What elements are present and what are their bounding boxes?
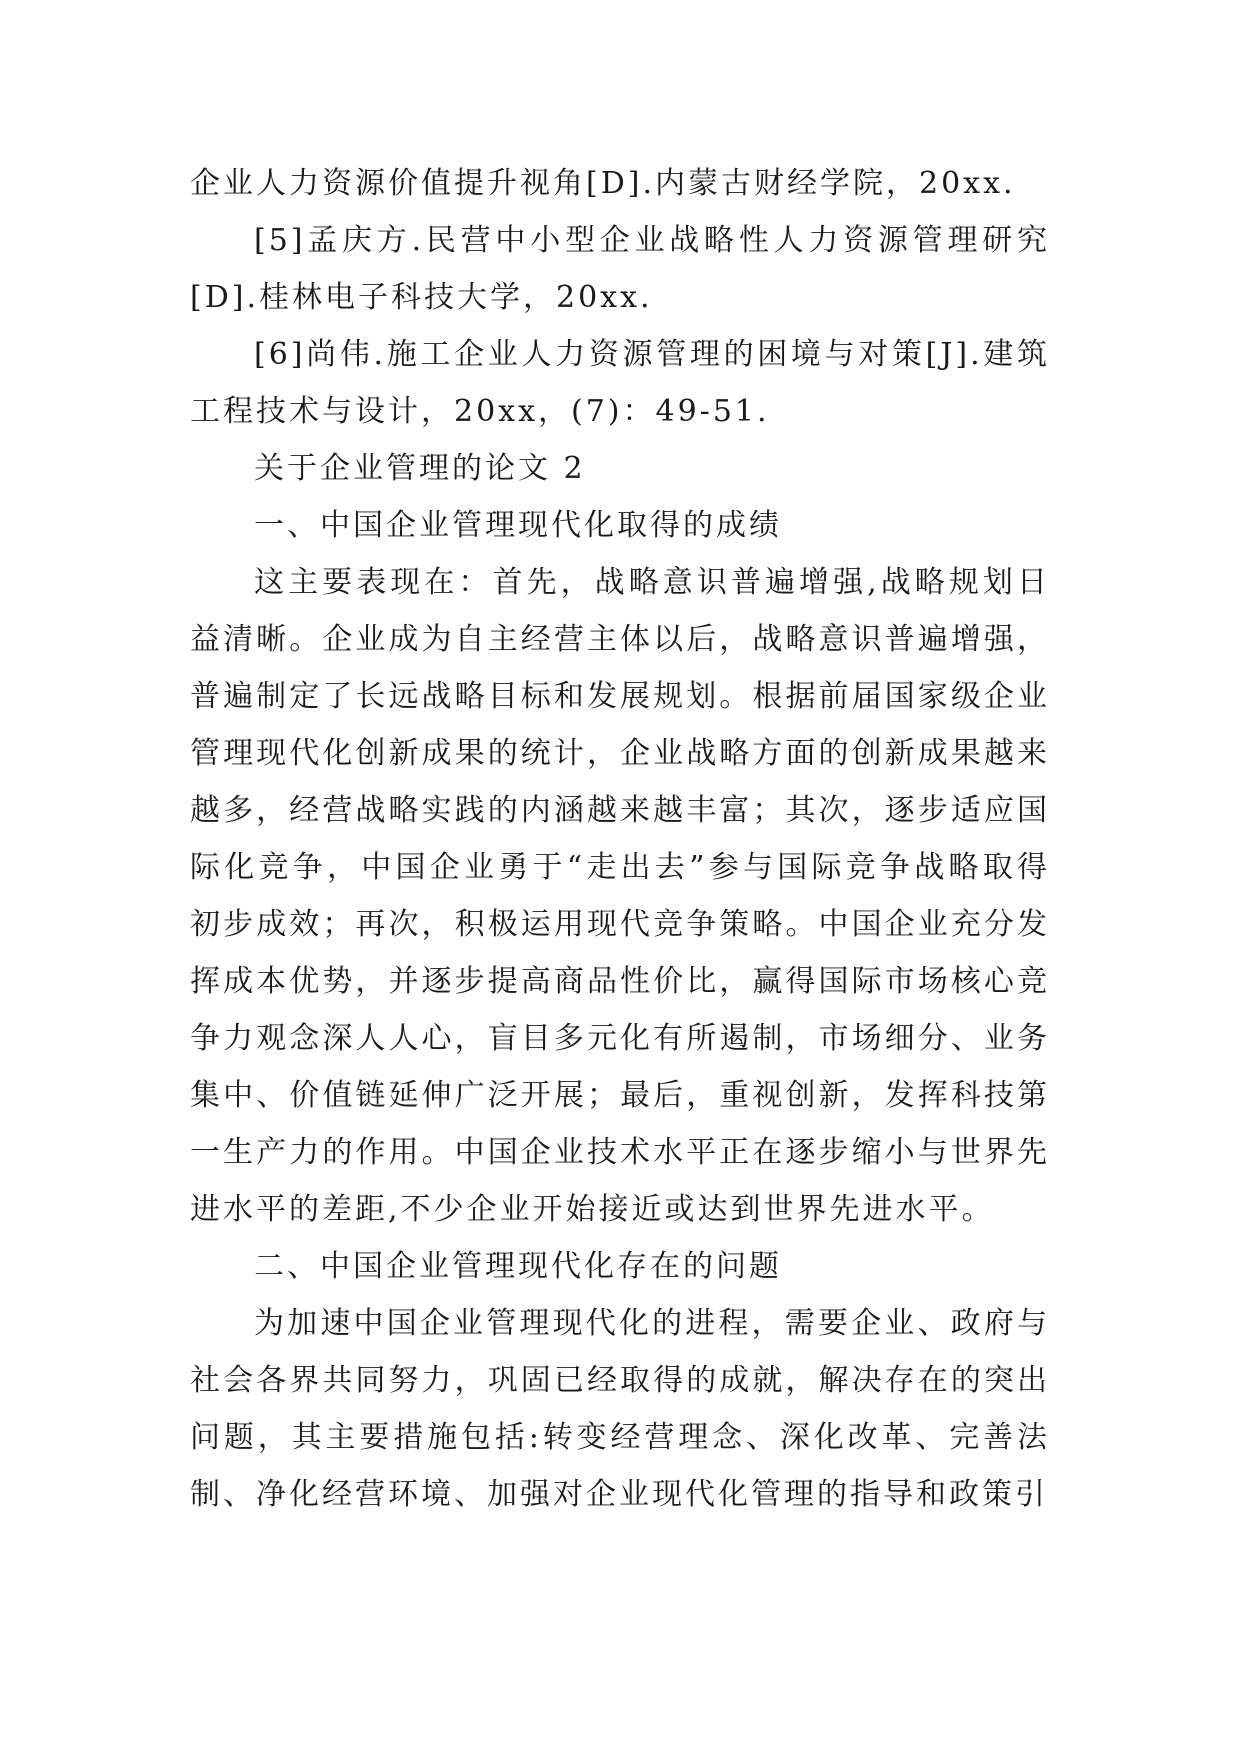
document-body — [190, 155, 1050, 1523]
reference-5: [5]孟庆方.民营中小型企业战略性人力资源管理研究[D].桂林电子科技大学，20xx. — [190, 223, 1050, 315]
reference-4-continuation: 企业人力资源价值提升视角[D].内蒙古财经学院，20xx. — [190, 166, 1016, 201]
section-1-body: 这主要表现在：首先，战略意识普遍增强,战略规划日益清晰。企业成为自主经营主体以后，战略意识普遍增强，普遍制定了长远战略目标和发展规划。根据前届国家级企业管理现代化创新成果的统计，企业战略方面的创新成果越来越多，经营战略实践的内涵越来越丰富；其次，逐步适应国际化竞争，中国企业勇于“走出去”参与国际竞争战略取得初步成效；再次，积极运用现代竞争策略。中国企业充分发挥成本优势，并逐步提高商品性价比，赢得国际市场核心竞争力观念深人人心，盲目多元化有所遏制，市场细分、业务集中、价值链延伸广泛开展；最后，重视创新，发挥科技第一生产力的作用。中国企业技术水平正在逐步缩小与世界先进水平的差距,不少企业开始接近或达到世界先进水平。 — [190, 565, 1050, 1227]
essay-title: 关于企业管理的论文 2 — [254, 451, 586, 486]
section-1-heading: 一、中国企业管理现代化取得的成绩 — [254, 508, 782, 543]
reference-6: [6]尚伟.施工企业人力资源管理的困境与对策[J].建筑工程技术与设计，20xx，(7)：49-51. — [190, 337, 1050, 429]
section-2-body: 为加速中国企业管理现代化的进程，需要企业、政府与社会各界共同努力，巩固已经取得的成就，解决存在的突出问题，其主要措施包括:转变经营理念、深化改革、完善法制、净化经营环境、加强对企业现代化管理的指导和政策引 — [190, 1306, 1050, 1512]
section-2-heading: 二、中国企业管理现代化存在的问题 — [254, 1249, 782, 1284]
